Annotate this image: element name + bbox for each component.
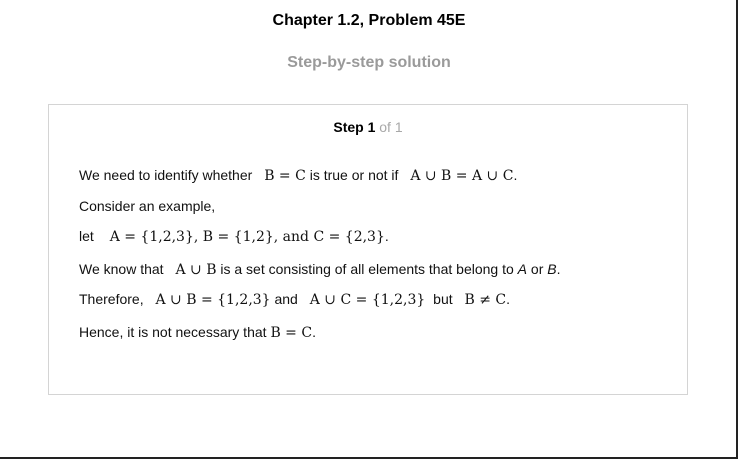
line2-text: Consider an example, xyxy=(79,198,216,214)
line4-end: . xyxy=(556,261,561,277)
line3-end: . xyxy=(384,228,389,244)
solution-line-1 xyxy=(79,167,517,184)
solution-line-2 xyxy=(79,198,215,214)
line5-text-a: Therefore, xyxy=(79,291,144,307)
solution-subtitle: Step-by-step solution xyxy=(287,54,451,71)
step-label: Step 1 xyxy=(333,119,376,135)
math-a-union-b-set: A ∪ B = {1,2,3} xyxy=(155,292,271,308)
step-count: of 1 xyxy=(379,119,403,135)
math-a-union-b: A ∪ B xyxy=(175,262,217,278)
chapter-problem-title: Chapter 1.2, Problem 45E xyxy=(272,12,466,29)
solution-line-6 xyxy=(79,324,316,341)
math-example-sets: A = {1,2,3}, B = {1,2}, and C = {2,3} xyxy=(109,229,385,245)
line1-text-a: We need to identify whether xyxy=(79,167,253,183)
line4-var-a: A xyxy=(517,261,528,277)
step-header xyxy=(49,119,687,135)
solution-line-5 xyxy=(79,291,510,308)
line3-text: let xyxy=(79,228,94,244)
line4-text-b: is a set consisting of all elements that belong to xyxy=(220,261,514,277)
math-a-union-c-set: A ∪ C = {1,2,3} xyxy=(309,292,426,308)
math-b-equals-c: B = C xyxy=(264,168,306,184)
solution-line-3 xyxy=(79,228,389,245)
solution-line-4 xyxy=(79,261,560,278)
step-card xyxy=(48,104,688,395)
line5-end: . xyxy=(506,291,511,307)
line1-end: . xyxy=(513,167,518,183)
line5-text-b: and xyxy=(274,291,298,307)
line5-text-c: but xyxy=(433,291,453,307)
math-b-equals-c-conclusion: B = C xyxy=(270,325,313,341)
line6-end: . xyxy=(312,324,316,340)
line4-var-b: B xyxy=(547,261,557,277)
line4-text-c: or xyxy=(530,261,544,277)
line4-text-a: We know that xyxy=(79,261,164,277)
math-union-equation: A ∪ B = A ∪ C xyxy=(410,168,514,184)
line6-text: Hence, it is not necessary that xyxy=(79,324,267,340)
line1-text-b: is true or not if xyxy=(309,167,399,183)
math-b-not-equal-c: B ≠ C xyxy=(464,292,507,308)
